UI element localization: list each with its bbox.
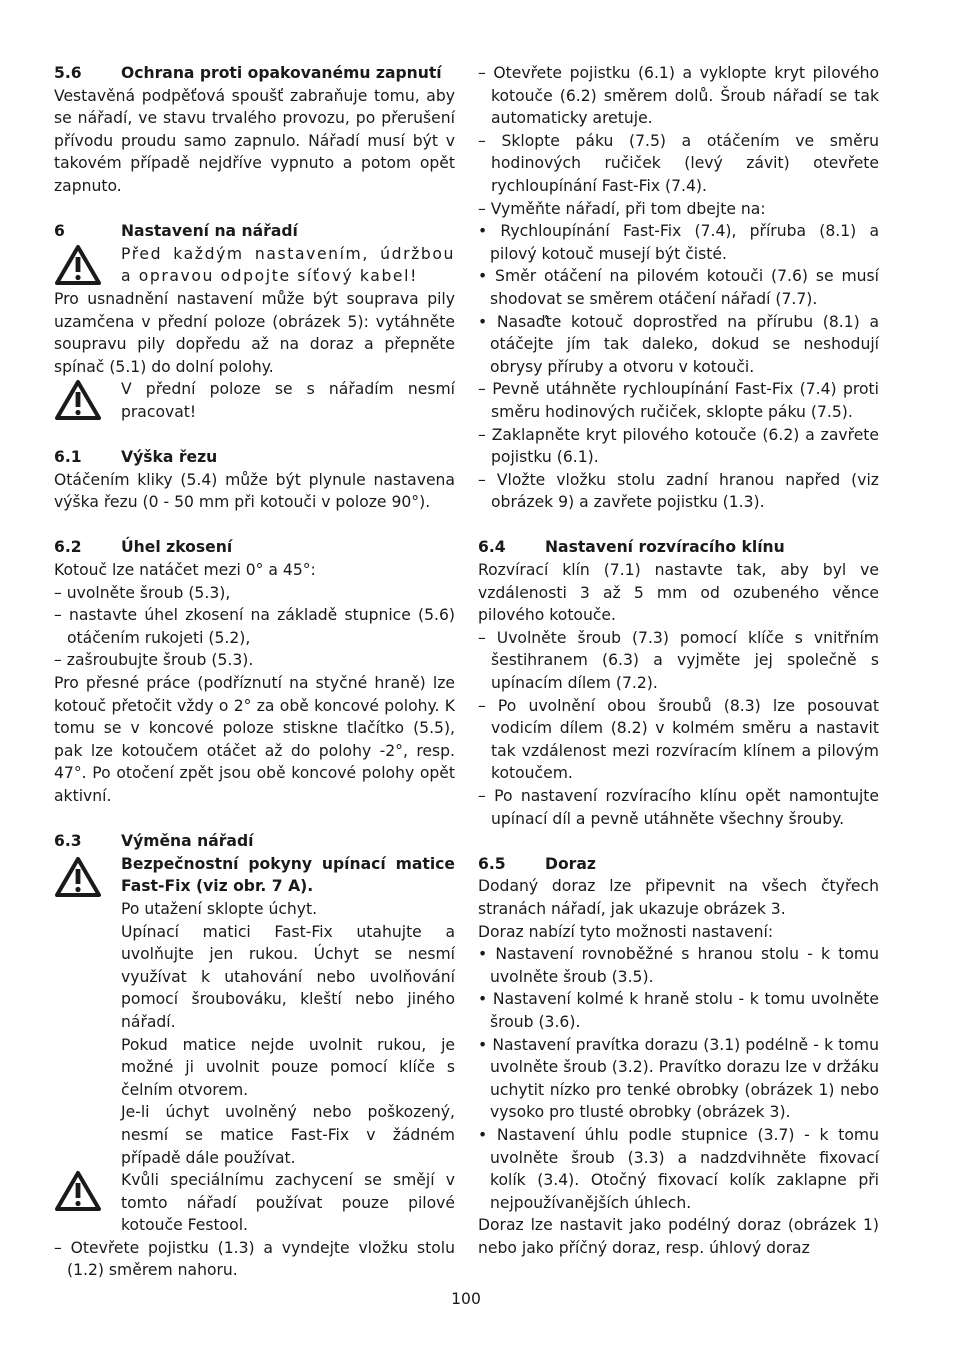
warning-block [54, 243, 455, 288]
section-heading-6-3 [54, 830, 455, 853]
list-item: • Nastavení rovnoběžné s hranou stolu - k tomu uvolněte šroub (3.5). [478, 945, 879, 986]
list-item: – Zaklapněte kryt pilového kotouče (6.2) a zavřete pojistku (6.1). [478, 425, 879, 467]
list-item: • Směr otáčení na pilovém kotouči (7.6) se musí shodovat se směrem otáčení nářadí (7.7). [478, 267, 879, 308]
section-title: Výměna nářadí [121, 832, 254, 851]
warning-triangle-icon [54, 853, 121, 921]
section-heading-6 [54, 220, 455, 243]
paragraph: Doraz lze nastavit jako podélný doraz (obrázek 1) nebo jako příčný doraz, resp. úhlový doraz [478, 1216, 879, 1257]
paragraph: Po utažení sklopte úchyt. [121, 899, 318, 918]
section-title: Doraz [545, 854, 596, 873]
section-heading-6-2 [54, 536, 455, 559]
warning-block [54, 853, 455, 921]
section-heading-6-5 [478, 853, 879, 876]
list-item: – Vyměňte nářadí, při tom dbejte na: [478, 199, 766, 218]
list-item: – Vložte vložku stolu zadní hranou napřed (viz obrázek 9) a zavřete pojistku (1.3). [478, 470, 879, 512]
paragraph: Pro usnadnění nastavení může být souprava pily uzamčena v přední poloze (obrázek 5): vytáhněte soupravu pily dopředu až na doraz a přepněte spínač (5.1) do dolní polohy. [54, 289, 455, 376]
right-column [478, 62, 879, 1259]
list-item: – Uvolněte šroub (7.3) pomocí klíče s vnitřním šestihranem (6.3) a vyjměte jej společně s upínacím dílem (7.2). [478, 628, 879, 693]
list-item: • Nasaďte kotouč doprostřed na přírubu (8.1) a otáčejte jím tak daleko, dokud se neshodují obrysy příruby a otvoru v kotouči. [478, 312, 879, 376]
list-item: – uvolněte šroub (5.3), [54, 583, 231, 602]
section-number: 6.1 [54, 448, 82, 467]
section-number: 6.4 [478, 538, 506, 557]
section-number: 6.3 [54, 832, 82, 851]
paragraph: Kotouč lze natáčet mezi 0° a 45°: [54, 561, 316, 580]
warning-title: Bezpečnostní pokyny upínací matice Fast-Fix (viz obr. 7 A). [121, 854, 455, 896]
section-title: Ochrana proti opakovanému zapnutí [121, 64, 442, 82]
section-heading-6-4 [478, 536, 879, 559]
section-number: 6.2 [54, 538, 82, 557]
warning-triangle-icon [54, 1169, 121, 1237]
section-heading-5-6 [54, 62, 455, 85]
list-item: • Rychloupínání Fast-Fix (7.4), příruba (8.1) a pilový kotouč musejí být čisté. [478, 222, 879, 263]
list-item: • Nastavení pravítka dorazu (3.1) podélně - k tomu uvolněte šroub (3.2). Pravítko dorazu lze v držáku uchytit nízko pro tenké obrobky (obrázek 1) nebo vysoko pro tlusté obrobky (obrázek 3). [478, 1035, 879, 1122]
list-item: – Otevřete pojistku (6.1) a vyklopte kryt pilového kotouče (6.2) směrem dolů. Šroub nářadí se tak automaticky aretuje. [478, 64, 879, 128]
left-column [54, 62, 455, 1282]
section-title: Nastavení na nářadí [121, 222, 298, 241]
list-item: – Pevně utáhněte rychloupínání Fast-Fix (7.4) proti směru hodinových ručiček, sklopte páku (7.5). [478, 380, 879, 421]
list-item: • Nastavení úhlu podle stupnice (3.7) - k tomu uvolněte šroub (3.3) a nadzdvihněte fixovací kolík (3.4). Otočný fixovací kolík zaklapne při nejpoužívanějších úhlech. [478, 1125, 879, 1212]
list-item: – Po nastavení rozvíracího klínu opět namontujte upínací díl a pevně utáhněte všechny šrouby. [478, 787, 879, 828]
list-item: – nastavte úhel zkosení na základě stupnice (5.6) otáčením rukojeti (5.2), [54, 606, 455, 647]
section-number: 6 [54, 222, 65, 241]
list-item: – zašroubujte šroub (5.3). [54, 651, 254, 670]
paragraph: Pro přesné práce (podříznutí na styčné hraně) lze kotouč přetočit vždy o 2° za obě koncové polohy. K tomu se v koncové poloze stiskne tlačítko (5.5), pak lze kotoučem otáčet až do polohy -2°, resp. 47°. Po otočení zpět jsou obě koncové polohy opět aktivní. [54, 674, 455, 805]
warning-text: V přední poloze se s nářadím nesmí pracovat! [121, 380, 455, 421]
section-title: Výška řezu [121, 448, 218, 467]
paragraph: Dodaný doraz lze připevnit na všech čtyřech stranách nářadí, jak ukazuje obrázek 3. [478, 877, 879, 918]
section-heading-6-1 [54, 446, 455, 469]
section-number: 5.6 [54, 64, 82, 82]
paragraph: Rozvírací klín (7.1) nastavte tak, aby byl ve vzdálenosti 3 až 5 mm od ozubeného věnce pilového kotouče. [478, 561, 879, 625]
paragraph: Doraz nabízí tyto možnosti nastavení: [478, 922, 774, 941]
section-number: 6.5 [478, 854, 506, 873]
paragraph: Otáčením kliky (5.4) může být plynule nastavena výška řezu (0 - 50 mm při kotouči v poloze 90°). [54, 470, 455, 512]
list-item: – Sklopte páku (7.5) a otáčením ve směru hodinových ručiček (levý závit) otevřete rychloupínání Fast-Fix (7.4). [478, 131, 879, 195]
paragraph: Pokud matice nejde uvolnit rukou, je možné ji uvolnit pouze pomocí klíče s čelním otvorem. [121, 1035, 455, 1099]
section-title: Nastavení rozvíracího klínu [545, 538, 785, 557]
page-number: 100 [451, 1290, 481, 1308]
paragraph: Je-li úchyt uvolněný nebo poškozený, nesmí se matice Fast-Fix v žádném případě dále používat. [121, 1103, 455, 1167]
warning-text: Kvůli speciálnímu zachycení se smějí v tomto nářadí používat pouze pilové kotouče Festool. [121, 1171, 455, 1235]
list-item: • Nastavení kolmé k hraně stolu - k tomu uvolněte šroub (3.6). [478, 990, 879, 1031]
warning-triangle-icon [54, 243, 121, 288]
list-item: – Otevřete pojistku (1.3) a vyndejte vložku stolu (1.2) směrem nahoru. [54, 1238, 455, 1280]
warning-triangle-icon [54, 378, 121, 423]
warning-block [54, 378, 455, 423]
paragraph: Vestavěná podpěťová spoušť zabraňuje tomu, aby se nářadí, ve stavu trvalého provozu, po přerušení přívodu proudu samo zapnulo. Nářadí musí být v takovém případě nejdříve vypnuto a potom opět zapnuto. [54, 86, 455, 195]
section-title: Úhel zkosení [121, 538, 233, 557]
paragraph: Upínací matici Fast-Fix utahujte a uvolňujte jen rukou. Úchyt se nesmí využívat k utahování nebo uvolňování pomocí šroubováku, kleští nebo jiného nářadí. [121, 922, 455, 1031]
warning-text: Před každým nastavením, údržbou a opravou odpojte síťový kabel! [121, 244, 455, 286]
warning-block [54, 1169, 455, 1237]
list-item: – Po uvolnění obou šroubů (8.3) lze posouvat vodicím dílem (8.2) v kolmém směru a nastavit tak vzdálenost mezi rozvíracím klínem a pilovým kotoučem. [478, 696, 879, 783]
